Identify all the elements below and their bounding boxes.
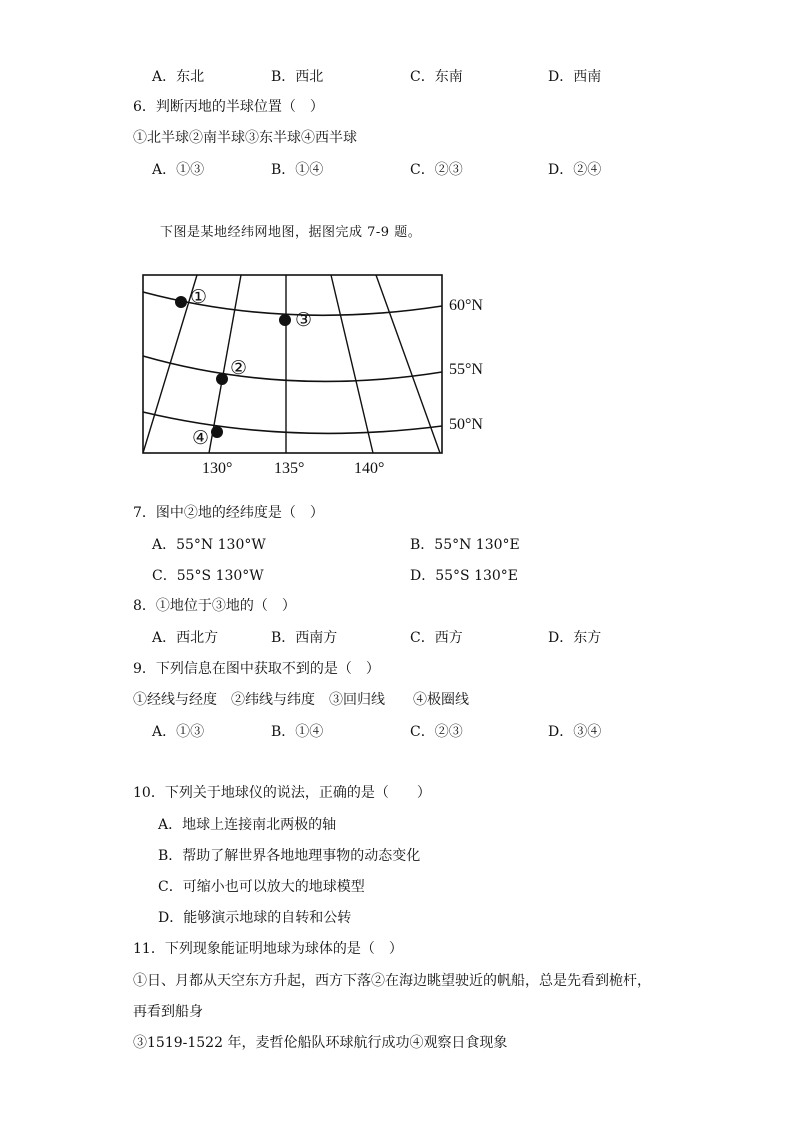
q8-question: 8．①地位于③地的（ ） <box>133 598 296 614</box>
q8-option-c[interactable]: C．西方 <box>410 630 463 646</box>
q7-option-a[interactable]: A．55°N 130°W <box>152 537 266 553</box>
lon-label-130: 130° <box>202 460 233 477</box>
q5-option-b[interactable]: B．西北 <box>271 69 324 85</box>
map-intro: 下图是某地经纬网地图，据图完成 7-9 题。 <box>160 225 422 240</box>
longitude-line-140 <box>331 275 373 453</box>
longitude-line-left-edge <box>143 275 197 453</box>
q8-option-b[interactable]: B．西南方 <box>271 630 338 646</box>
q8-option-d[interactable]: D．东方 <box>548 630 602 646</box>
lat-label-50n: 50°N <box>449 416 483 433</box>
q10-option-a[interactable]: A．地球上连接南北两极的轴 <box>158 817 337 833</box>
q6-option-d[interactable]: D．②④ <box>548 162 602 178</box>
q11-statement-line-3: ③1519-1522 年，麦哲伦船队环球航行成功④观察日食现象 <box>133 1035 508 1051</box>
q9-statement: ①经线与经度 ②纬线与纬度 ③回归线 ④极圈线 <box>133 692 469 708</box>
q10-option-c[interactable]: C．可缩小也可以放大的地球模型 <box>158 879 365 895</box>
q10-question: 10．下列关于地球仪的说法，正确的是（ ） <box>133 785 431 801</box>
lon-label-135: 135° <box>274 460 305 477</box>
q6-option-c[interactable]: C．②③ <box>410 162 463 178</box>
q7-option-b[interactable]: B．55°N 130°E <box>410 537 520 553</box>
q9-option-d[interactable]: D．③④ <box>548 724 602 740</box>
point-2-dot <box>216 373 228 385</box>
q7-question: 7．图中②地的经纬度是（ ） <box>133 505 324 521</box>
lon-label-140: 140° <box>354 460 385 477</box>
q9-option-a[interactable]: A．①③ <box>152 724 205 740</box>
lat-lon-grid-map <box>140 272 500 482</box>
q11-statement-line-1: ①日、月都从天空东方升起，西方下落②在海边眺望驶近的帆船，总是先看到桅杆， <box>133 973 651 989</box>
point-1-dot <box>175 296 187 308</box>
point-4-label: ④ <box>192 428 210 449</box>
q6-option-a[interactable]: A．①③ <box>152 162 205 178</box>
point-3-dot <box>279 314 291 326</box>
q9-option-b[interactable]: B．①④ <box>271 724 324 740</box>
q6-question: 6．判断丙地的半球位置（ ） <box>133 99 324 115</box>
latitude-line-50n <box>143 412 442 433</box>
point-3-label: ③ <box>295 310 313 331</box>
lat-label-55n: 55°N <box>449 361 483 378</box>
q7-option-c[interactable]: C．55°S 130°W <box>152 568 264 584</box>
q10-option-d[interactable]: D．能够演示地球的自转和公转 <box>158 910 352 926</box>
q5-option-c[interactable]: C．东南 <box>410 69 463 85</box>
q9-question: 9．下列信息在图中获取不到的是（ ） <box>133 661 380 677</box>
point-2-label: ② <box>230 358 248 379</box>
q6-option-b[interactable]: B．①④ <box>271 162 324 178</box>
lat-label-60n: 60°N <box>449 297 483 314</box>
q9-option-c[interactable]: C．②③ <box>410 724 463 740</box>
point-4-dot <box>211 426 223 438</box>
q11-question: 11．下列现象能证明地球为球体的是（ ） <box>133 941 403 957</box>
q5-option-a[interactable]: A．东北 <box>152 69 205 85</box>
latitude-line-55n <box>143 356 442 381</box>
q11-statement-line-2: 再看到船身 <box>133 1004 203 1020</box>
q6-statement: ①北半球②南半球③东半球④西半球 <box>133 130 357 146</box>
q5-option-d[interactable]: D．西南 <box>548 69 602 85</box>
point-1-label: ① <box>190 287 208 308</box>
q7-option-d[interactable]: D．55°S 130°E <box>410 568 519 584</box>
q8-option-a[interactable]: A．西北方 <box>152 630 219 646</box>
longitude-line-right <box>376 275 440 453</box>
q10-option-b[interactable]: B．帮助了解世界各地地理事物的动态变化 <box>158 848 421 864</box>
